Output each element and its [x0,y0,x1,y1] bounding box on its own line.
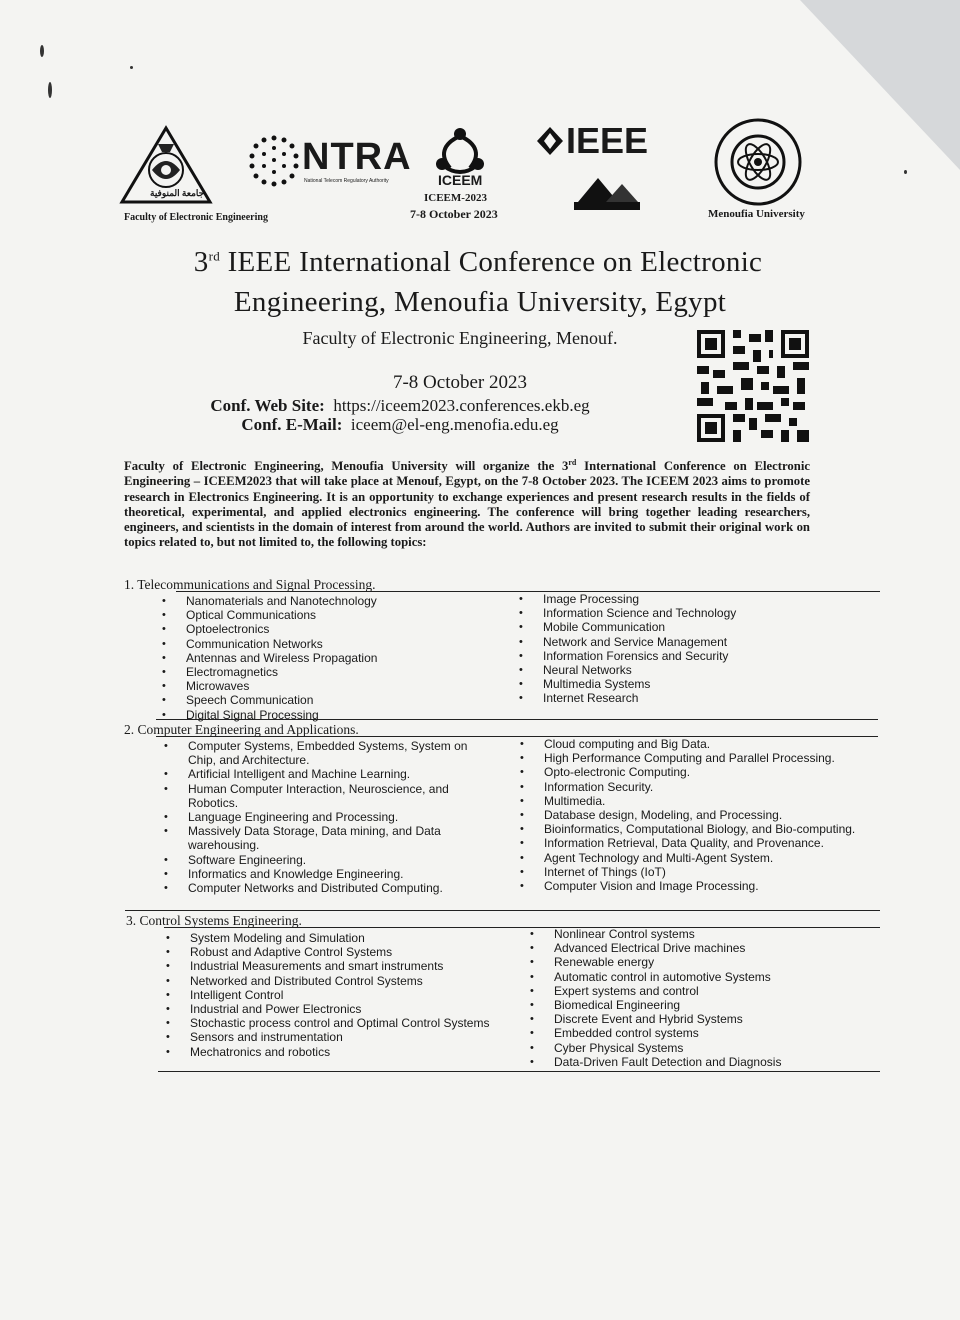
list-item: • Industrial and Power Electronics [190,1002,490,1016]
list-item: • Information Security. [544,780,862,794]
list-item: • Software Engineering. [188,853,498,867]
list-item: • Intelligent Control [190,988,490,1002]
list-item: • Multimedia. [544,794,862,808]
topic-list-computer-right [544,737,862,893]
qr-code[interactable] [697,330,809,442]
email-label: Conf. E-Mail: [241,415,343,434]
website-label: Conf. Web Site: [210,396,325,415]
list-item: • Robust and Adaptive Control Systems [190,945,490,959]
list-item: • Internet of Things (IoT) [544,865,862,879]
list-item: • Industrial Measurements and smart instruments [190,959,490,973]
list-item: • Expert systems and control [554,984,874,998]
menoufia-university-logo [710,118,806,208]
list-item: • Optoelectronics [186,622,506,636]
section-rule [158,1071,880,1072]
list-item: • Information Forensics and Security [543,649,873,663]
faculty-logo-caption: Faculty of Electronic Engineering [124,212,268,223]
iceem-logo-date: 7-8 October 2023 [410,207,498,221]
list-item: • Mechatronics and robotics [190,1045,490,1059]
list-item: • Image Processing [543,592,873,606]
list-item: • High Performance Computing and Parallel Processing. [544,751,862,765]
section-rule [156,719,878,720]
list-item: • Bioinformatics, Computational Biology, and Bio-computing. [544,822,862,836]
topic-list-telecom-right [543,592,873,706]
list-item: • Networked and Distributed Control Systems [190,974,490,988]
list-item: • Neural Networks [543,663,873,677]
list-item: • Advanced Electrical Drive machines [554,941,874,955]
website-line [0,396,800,416]
scan-speck [40,45,44,57]
section-heading-computer: 2. Computer Engineering and Applications. [124,722,359,737]
list-item: • Information Retrieval, Data Quality, and Provenance. [544,836,862,850]
list-item: • Microwaves [186,679,506,693]
list-item: • Automatic control in automotive Systems [554,970,874,984]
email-line [0,415,800,435]
topic-list-computer-left [188,739,498,895]
list-item: • Information Science and Technology [543,606,873,620]
list-item: • Stochastic process control and Optimal Control Systems [190,1016,490,1030]
intro-paragraph [124,455,810,550]
scan-speck [130,66,133,69]
intro-text-part2: International Conference on Electronic Engineering – ICEEM2023 that will take place at Menouf, Egypt, on the 7-8 October 2023. The ICEEM 2023 aims to promote research in Electronics Engineering. It is an opportunity to exchange experiences and present research results in the fields of theoretical, experimental, and applied electronics engineering. The conference will bring together leading researchers, engineers, and scientists in the domain of interest from around the world. Authors are invited to submit their original work on topics related to, but not limited to, the following topics: [124,459,810,550]
email-link[interactable]: iceem@el-eng.menofia.edu.eg [350,415,559,434]
list-item: • Digital Signal Processing [186,708,506,722]
ntra-logo-text: NTRA [302,136,412,178]
list-item: • Computer Vision and Image Processing. [544,879,862,893]
topic-list-control-right [554,927,874,1069]
list-item: • Biomedical Engineering [554,998,874,1012]
website-link[interactable]: https://iceem2023.conferences.ekb.eg [333,396,590,415]
list-item: • Data-Driven Fault Detection and Diagnosis [554,1055,874,1069]
iceem-logo-subtext: ICEEM-2023 [424,192,487,204]
list-item: • Optical Communications [186,608,506,622]
list-item: • Sensors and instrumentation [190,1030,490,1044]
ieee-logo [536,126,564,156]
pyramids-logo [572,172,642,212]
list-item: • Database design, Modeling, and Processing. [544,808,862,822]
ieee-logo-text: IEEE [566,120,649,161]
venue: Faculty of Electronic Engineering, Menouf. [302,328,618,348]
faculty-logo-arabic: جامعة المنوفية [150,188,205,198]
title-line1-text: IEEE International Conference on Electronic [220,246,763,278]
iceem-logo-text: ICEEM [438,172,483,188]
list-item: • Computer Systems, Embedded Systems, System on Chip, and Architecture. [188,739,498,767]
list-item: • Computer Networks and Distributed Computing. [188,881,498,895]
title-ordinal: 3 [193,246,209,278]
menoufia-logo-caption: Menoufia University [708,208,805,220]
list-item: • Mobile Communication [543,620,873,634]
title-ordinal-suffix: rd [208,248,221,264]
list-item: • Language Engineering and Processing. [188,810,498,824]
list-item: • Speech Communication [186,693,506,707]
scan-corner-shadow [800,0,960,170]
list-item: • Cloud computing and Big Data. [544,737,862,751]
list-item: • Antennas and Wireless Propagation [186,651,506,665]
list-item: • Renewable energy [554,955,874,969]
section-rule [125,910,880,911]
list-item: • Cyber Physical Systems [554,1041,874,1055]
topic-list-telecom-left [186,594,506,722]
conference-title-line2: Engineering, Menoufia University, Egypt [233,286,727,318]
list-item: • Human Computer Interaction, Neuroscience, and Robotics. [188,782,498,810]
scan-speck [48,82,52,98]
section-heading-telecom: 1. Telecommunications and Signal Processing. [124,577,376,592]
list-item: • Nonlinear Control systems [554,927,874,941]
list-item: • System Modeling and Simulation [190,931,490,945]
list-item: • Opto-electronic Computing. [544,765,862,779]
list-item: • Massively Data Storage, Data mining, and Data warehousing. [188,824,498,852]
scan-speck [904,170,907,174]
list-item: • Embedded control systems [554,1026,874,1040]
section-heading-control: 3. Control Systems Engineering. [126,913,302,928]
intro-ordinal-suffix: rd [568,458,577,467]
intro-text-part1: Faculty of Electronic Engineering, Menoufia University will organize the 3 [124,459,569,474]
list-item: • Agent Technology and Multi-Agent System. [544,851,862,865]
list-item: • Electromagnetics [186,665,506,679]
list-item: • Internet Research [543,691,873,705]
list-item: • Nanomaterials and Nanotechnology [186,594,506,608]
list-item: • Informatics and Knowledge Engineering. [188,867,498,881]
list-item: • Multimedia Systems [543,677,873,691]
topic-list-control-left [190,931,490,1059]
list-item: • Communication Networks [186,637,506,651]
list-item: • Network and Service Management [543,635,873,649]
list-item: • Artificial Intelligent and Machine Learning. [188,767,498,781]
list-item: • Discrete Event and Hybrid Systems [554,1012,874,1026]
ntra-logo-subtext: National Telecom Regulatory Authority [304,178,389,184]
conference-title-line1 [0,246,958,279]
conference-dates: 7-8 October 2023 [392,372,528,393]
